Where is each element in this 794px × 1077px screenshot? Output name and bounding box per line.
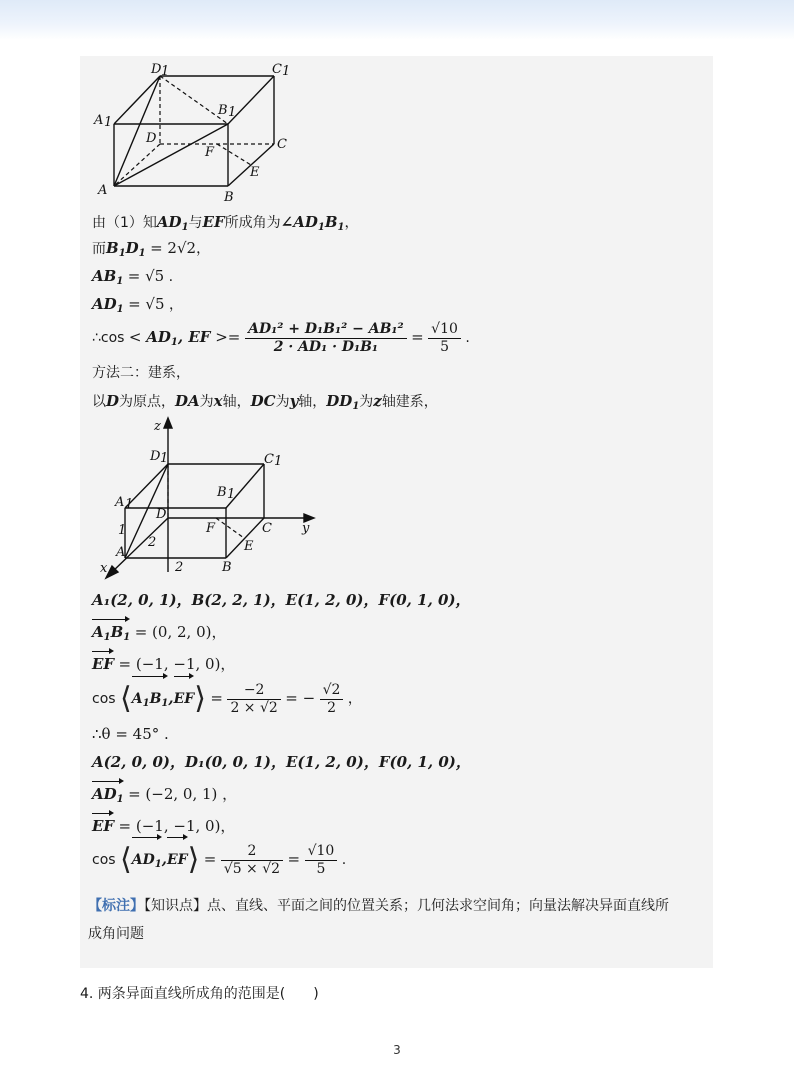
note-line-2: 成角问题 — [88, 926, 144, 942]
label2-b1: B — [217, 485, 227, 500]
svg-text:1: 1 — [161, 64, 170, 79]
figure-box-1 — [90, 60, 300, 210]
vector-ad1-line: $AD_1 = (-2$, 0, 1) ， — [92, 784, 237, 810]
coords-line-1: A₁(2, 0, 1)，B(2, 2, 1)，E(1, 2, 0)，F(0, 1, 0)， — [92, 591, 471, 609]
svg-text:1: 1 — [160, 451, 169, 466]
theta-result: ∴θ = 45° . — [92, 725, 169, 743]
text-line-3: $AB_1 = √5$ . — [92, 267, 174, 287]
text-line-7: 以D为原点，DA为x轴，DC为y轴，$DD_1$为z轴建系， — [92, 392, 438, 412]
label-c1: C — [272, 62, 282, 77]
page-number: 3 — [393, 1043, 401, 1057]
text-line-2: 而$B_1D_1 = 2√2$， — [92, 239, 211, 259]
label-d1: D — [151, 62, 162, 77]
text-line-5-cos: ∴cos < $AD_1$, EF >= $\frac{\text{AD₁² + D₁B₁² − AB₁²}}{\text{2 · AD₁ · D₁B₁}}$ = $\frac{√10}{5}$ . — [92, 320, 470, 355]
axis-y-label: y — [302, 521, 310, 536]
label-a: A — [98, 183, 108, 198]
coords-line-2: A(2, 0, 0)，D₁(0, 0, 1)，E(1, 2, 0)，F(0, 1, 0)， — [92, 753, 471, 771]
label-f: F — [205, 145, 215, 160]
method-two-heading: 方法二：建系， — [92, 365, 190, 381]
vector-ef-line-2: EF = (−1, −1, 0)， — [92, 817, 236, 835]
label2-e: E — [244, 539, 254, 554]
label-d: D — [146, 131, 157, 146]
length-2-label-base: 2 — [175, 560, 184, 575]
label-b1: B — [218, 103, 228, 118]
length-1-label: 1 — [118, 523, 127, 538]
label2-d: D — [156, 507, 167, 522]
svg-text:1: 1 — [228, 105, 237, 120]
label2-b: B — [222, 560, 232, 575]
label-a1: A — [94, 113, 104, 128]
cos-line-1: $\cos ⟨A_1B_1,EF⟩$ = $\frac{-2}{2 \times √2}$ = − $\frac{√2}{2}$ ， — [92, 678, 362, 724]
svg-text:1: 1 — [104, 115, 113, 130]
svg-text:1: 1 — [282, 64, 291, 79]
text-line-4: $AD_1 = √5$ ， — [92, 295, 183, 315]
label2-c1: C — [264, 452, 274, 467]
axis-x-label: x — [100, 561, 108, 576]
svg-text:1: 1 — [274, 454, 283, 469]
label-c: C — [277, 137, 287, 152]
label2-c: C — [262, 521, 272, 536]
label-e: E — [250, 165, 260, 180]
note-label: 【标注】 — [88, 898, 144, 914]
note-line-1: 【标注】【知识点】点、直线、平面之间的位置关系；几何法求空间角；向量法解决异面直线所 — [88, 898, 669, 914]
question-4: 4. 两条异面直线所成角的范围是( ) — [80, 986, 319, 1002]
svg-text:1: 1 — [227, 487, 236, 502]
axis-z-label: z — [154, 419, 161, 434]
figure-box-2 — [92, 414, 322, 580]
label2-f: F — [206, 521, 216, 536]
header-band — [0, 0, 794, 40]
label2-d1: D — [150, 449, 161, 464]
svg-text:1: 1 — [125, 497, 134, 512]
vector-a1b1-line: $A_1B_1 = (0$, 2, 0)， — [92, 622, 226, 648]
vector-ef-line-1: EF = (−1, −1, 0)， — [92, 655, 236, 673]
label-b: B — [224, 190, 234, 205]
cos-line-2: $\cos ⟨AD_1,EF⟩$ = $\frac{2}{√5 \times √2}$ = $\frac{√10}{5}$ . — [92, 839, 346, 885]
label2-a1: A — [115, 495, 125, 510]
text-line-1: 由（1）知$AD_1$与EF所成角为$\angle AD_1B_1$， — [92, 213, 359, 233]
label2-a: A — [116, 545, 126, 560]
length-2-label-diag: 2 — [148, 535, 157, 550]
